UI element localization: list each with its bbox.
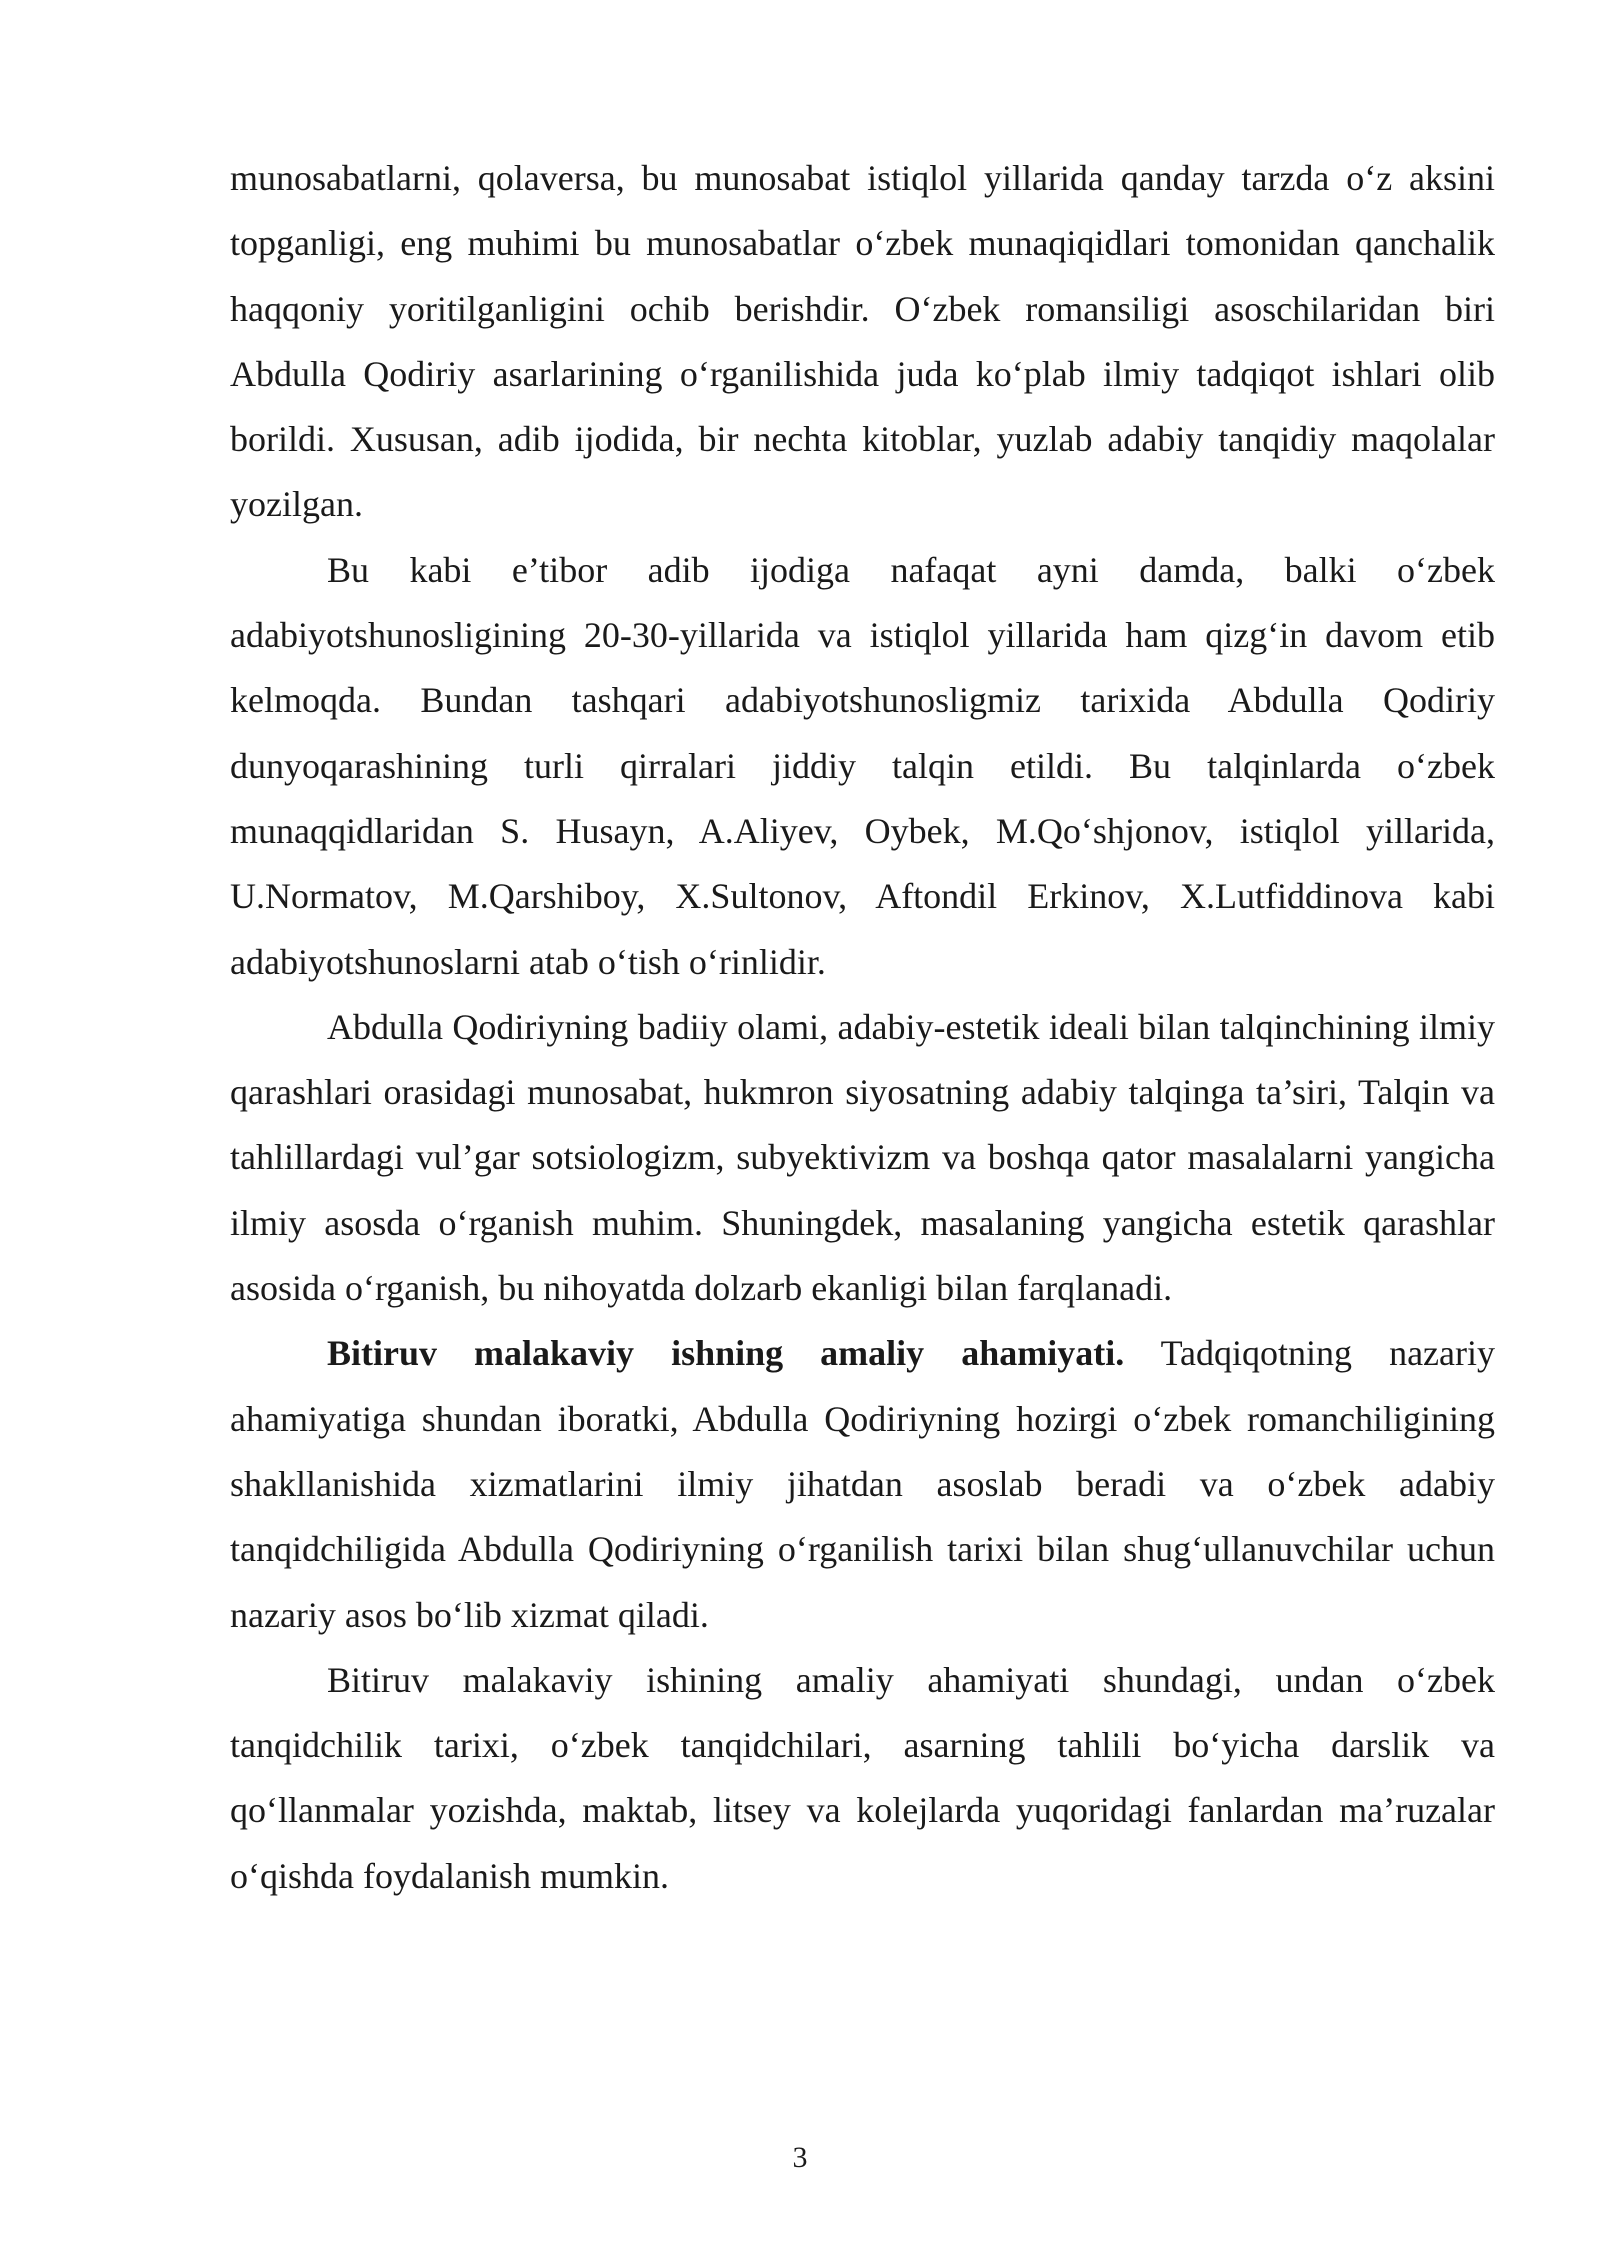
paragraph-text: Tadqiqotning nazariy ahamiyatiga shundan iboratki, Abdulla Qodiriyning hozirgi o‘zbek romanchiligining shakllanishida xizmatlarini ilmiy jihatdan asoslab beradi va o‘zbek adabiy tanqidchiligida Abdulla Qodiriyning o‘rganilish tarixi bilan shug‘ullanuvchilar uchun nazariy asos bo‘lib xizmat qiladi. (230, 1333, 1495, 1635)
paragraph-continuation (230, 146, 1495, 538)
section-heading-inline: Bitiruv malakaviy ishning amaliy ahamiyati. (327, 1333, 1125, 1374)
paragraph-text: Bitiruv malakaviy ishining amaliy ahamiyati shundagi, undan o‘zbek tanqidchilik tarixi, o‘zbek tanqidchilari, asarning tahlili bo‘yicha darslik va qo‘llanmalar yozishda, maktab, litsey va kolejlarda yuqoridagi fanlardan ma’ruzalar o‘qishda foydalanish mumkin. (230, 1659, 1495, 1896)
paragraph (230, 538, 1495, 995)
paragraph-text: Bu kabi e’tibor adib ijodiga nafaqat ayni damda, balki o‘zbek adabiyotshunosligining 20-30-yillarida va istiqlol yillarida ham qizg‘in davom etib kelmoqda. Bundan tashqari adabiyotshunosligmiz tarixida Abdulla Qodiriy dunyoqarashining turli qirralari jiddiy talqin etildi. Bu talqinlarda o‘zbek munaqqidlaridan S. Husayn, A.Aliyev, Oybek, M.Qo‘shjonov, istiqlol yillarida, U.Normatov, M.Qarshiboy, X.Sultonov, Aftondil Erkinov, X.Lutfiddinova kabi adabiyotshunoslarni atab o‘tish o‘rinlidir. (230, 549, 1495, 982)
paragraph-text: Abdulla Qodiriyning badiiy olami, adabiy-estetik ideali bilan talqinchining ilmiy qarashlari orasidagi munosabat, hukmron siyosatning adabiy talqinga ta’siri, Talqin va tahlillardagi vul’gar sotsiologizm, subyektivizm va boshqa qator masalalarni yangicha ilmiy asosda o‘rganish muhim. Shuningdek, masalaning yangicha estetik qarashlar asosida o‘rganish, bu nihoyatda dolzarb ekanligi bilan farqlanadi. (230, 1006, 1495, 1309)
paragraph (230, 1648, 1495, 1909)
paragraph-practical-significance (230, 1321, 1495, 1647)
body-text (230, 146, 1495, 1909)
paragraph (230, 995, 1495, 1321)
paragraph-text: munosabatlarni, qolaversa, bu munosabat istiqlol yillarida qanday tarzda o‘z aksini topganligi, eng muhimi bu munosabatlar o‘zbek munaqiqidlari tomonidan qanchalik haqqoniy yoritilganligini ochib berishdir. O‘zbek romansiligi asoschilaridan biri Abdulla Qodiriy asarlarining o‘rganilishida juda ko‘plab ilmiy tadqiqot ishlari olib borildi. Xususan, adib ijodida, bir nechta kitoblar, yuzlab adabiy tanqidiy maqolalar yozilgan. (230, 158, 1495, 525)
page-number: 3 (792, 2141, 808, 2174)
